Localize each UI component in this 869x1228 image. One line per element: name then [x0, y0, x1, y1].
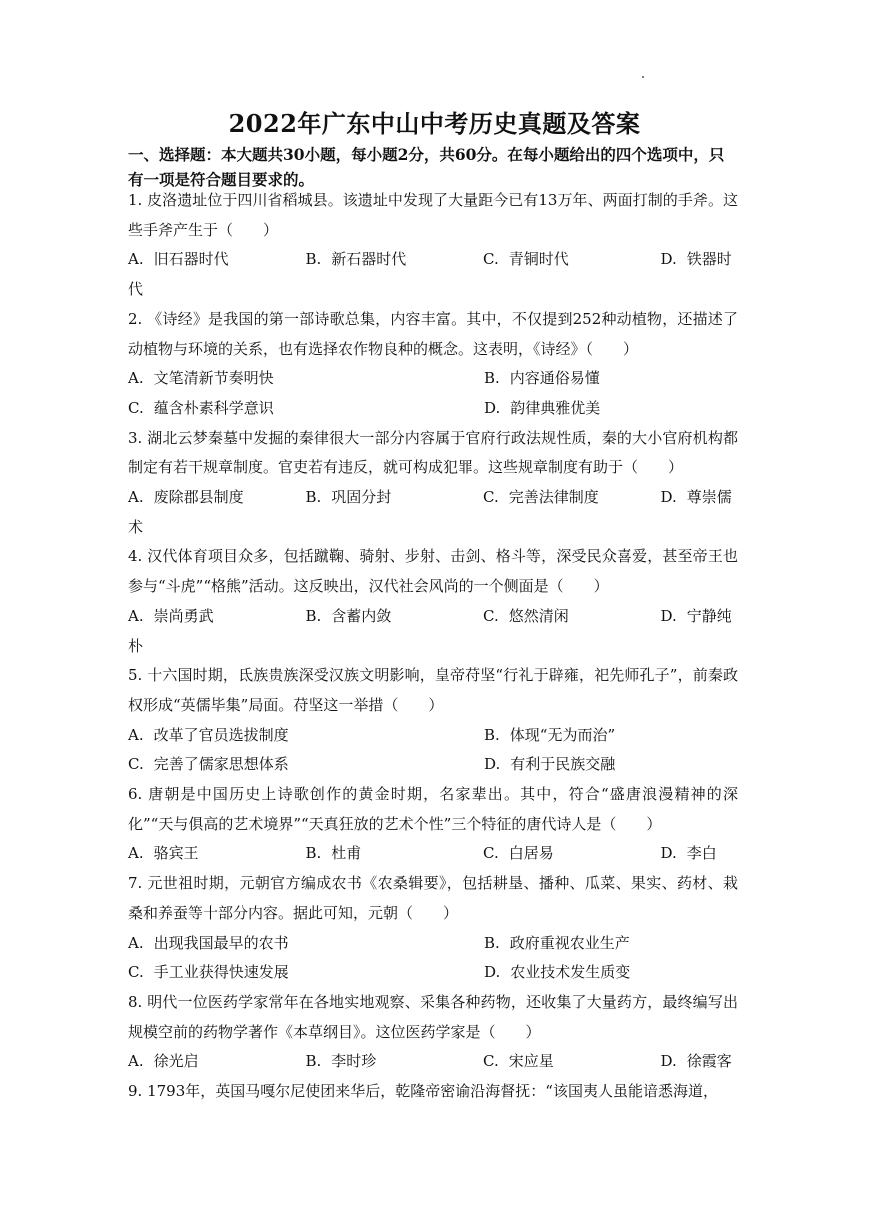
option-d: D. 李白	[660, 844, 717, 863]
question-stem	[128, 869, 738, 928]
option-c: C. 完善法律制度	[483, 488, 599, 507]
option-c: C. 完善了儒家思想体系	[128, 755, 289, 774]
question-text: 皮洛遗址位于四川省稻城县。该遗址中发现了大量距今已有13万年、两面打制的手斧。这些手斧产生于（ ）	[128, 191, 738, 239]
option-overflow: 代	[128, 280, 144, 299]
question-1	[128, 186, 738, 305]
option-b: B. 李时珍	[305, 1052, 377, 1071]
option-a: A. 出现我国最早的农书	[128, 933, 289, 952]
question-stem	[128, 542, 738, 601]
option-overflow: 术	[128, 517, 144, 536]
question-stem	[128, 186, 738, 245]
option-a: A. 废除郡县制度	[128, 488, 244, 507]
option-row	[128, 483, 738, 513]
question-text: 十六国时期，氐族贵族深受汉族文明影响，皇帝苻坚“行礼于辟雍，祀先师孔子”，前秦政权形成“英儒毕集”局面。苻坚这一举措（ ）	[128, 666, 738, 714]
question-list	[128, 186, 738, 1107]
option-c: C. 悠然清闲	[483, 606, 569, 625]
question-number: 9.	[128, 1082, 143, 1101]
option-c: C. 青铜时代	[483, 250, 569, 269]
question-text: 元世祖时期，元朝官方编成农书《农桑辑要》，包括耕垦、播种、瓜菜、果实、药材、栽桑和养蚕等十部分内容。据此可知，元朝（ ）	[128, 874, 738, 922]
option-c: C. 蕴含朴素科学意识	[128, 398, 274, 417]
question-text: 《诗经》是我国的第一部诗歌总集，内容丰富。其中，不仅提到252种动植物，还描述了动植物与环境的关系，也有选择农作物良种的概念。这表明，《诗经》（ ）	[128, 309, 738, 358]
option-c: C. 宋应星	[483, 1052, 554, 1071]
option-a: A. 崇尚勇武	[128, 606, 214, 625]
option-b: B. 新石器时代	[305, 250, 407, 269]
question-8	[128, 988, 738, 1077]
option-d: D. 尊崇儒	[660, 488, 732, 507]
question-3	[128, 424, 738, 543]
question-number: 4.	[128, 547, 143, 566]
question-text: 唐朝是中国历史上诗歌创作的黄金时期，名家辈出。其中，符合“盛唐浪漫精神的深化”“天与俱高的艺术境界”“天真狂放的艺术个性”三个特征的唐代诗人是（ ）	[128, 785, 738, 833]
option-b: B. 体现“无为而治”	[484, 725, 616, 744]
question-number: 3.	[128, 428, 143, 447]
question-text: 汉代体育项目众多，包括蹴鞠、骑射、步射、击剑、格斗等，深受民众喜爱，甚至帝王也参与“斗虎”“格熊”活动。这反映出，汉代社会风尚的一个侧面是（ ）	[128, 547, 738, 596]
option-b: B. 含蓄内敛	[305, 606, 392, 625]
option-d: D. 有利于民族交融	[484, 755, 616, 774]
option-b: B. 内容通俗易懂	[484, 369, 600, 388]
page-dot	[642, 76, 644, 78]
option-d: D. 徐霞客	[660, 1052, 732, 1071]
question-number: 8.	[128, 992, 143, 1011]
question-9	[128, 1077, 738, 1107]
option-a: A. 文笔清新节奏明快	[128, 369, 274, 388]
option-d: D. 铁器时	[660, 250, 732, 269]
page-title: 2022年广东中山中考历史真题及答案	[228, 109, 641, 138]
question-5	[128, 661, 738, 780]
question-number: 2.	[128, 309, 143, 328]
option-grid	[128, 929, 738, 988]
question-text: 1793年，英国马嘎尔尼使团来华后，乾隆帝密谕沿海督抚：“该国夷人虽能谙悉海道，	[147, 1082, 718, 1101]
option-row	[128, 1047, 738, 1077]
option-b: B. 巩固分封	[305, 488, 392, 507]
option-grid	[128, 364, 738, 423]
option-d: D. 农业技术发生质变	[484, 963, 631, 982]
option-grid	[128, 721, 738, 780]
question-text: 湖北云梦秦墓中发掘的秦律很大一部分内容属于官府行政法规性质，秦的大小官府机构都制定有若干规章制度。官吏若有违反，就可构成犯罪。这些规章制度有助于（ ）	[128, 428, 738, 477]
option-a: A. 改革了官员选拔制度	[128, 725, 289, 744]
option-b: B. 政府重视农业生产	[484, 933, 630, 952]
question-stem	[128, 661, 738, 720]
question-stem	[128, 988, 738, 1047]
question-text: 明代一位医药学家常年在各地实地观察、采集各种药物，还收集了大量药方，最终编写出规模空前的药物学著作《本草纲目》。这位医药学家是（ ）	[128, 992, 738, 1041]
question-4	[128, 542, 738, 661]
question-stem	[128, 1077, 738, 1107]
option-overflow: 朴	[128, 636, 144, 655]
option-c: C. 白居易	[483, 844, 554, 863]
question-stem	[128, 305, 738, 364]
option-row	[128, 839, 738, 869]
option-c: C. 手工业获得快速发展	[128, 963, 289, 982]
question-6	[128, 780, 738, 869]
question-stem	[128, 424, 738, 483]
question-number: 6.	[128, 785, 143, 804]
option-d: D. 韵律典雅优美	[484, 398, 601, 417]
question-number: 1.	[128, 191, 143, 209]
question-stem	[128, 780, 738, 839]
option-d: D. 宁静纯	[660, 606, 732, 625]
question-number: 5.	[128, 666, 143, 685]
option-a: A. 徐光启	[128, 1052, 199, 1071]
section-heading: 一、选择题：本大题共30小题，每小题2分，共60分。在每小题给出的四个选项中，只有一项是符合题目要求的。	[128, 145, 725, 189]
question-2	[128, 305, 738, 424]
option-a: A. 旧石器时代	[128, 250, 229, 269]
option-b: B. 杜甫	[305, 844, 362, 863]
question-number: 7.	[128, 874, 143, 893]
option-row	[128, 602, 738, 632]
option-row	[128, 245, 738, 275]
question-7	[128, 869, 738, 988]
option-a: A. 骆宾王	[128, 844, 199, 863]
